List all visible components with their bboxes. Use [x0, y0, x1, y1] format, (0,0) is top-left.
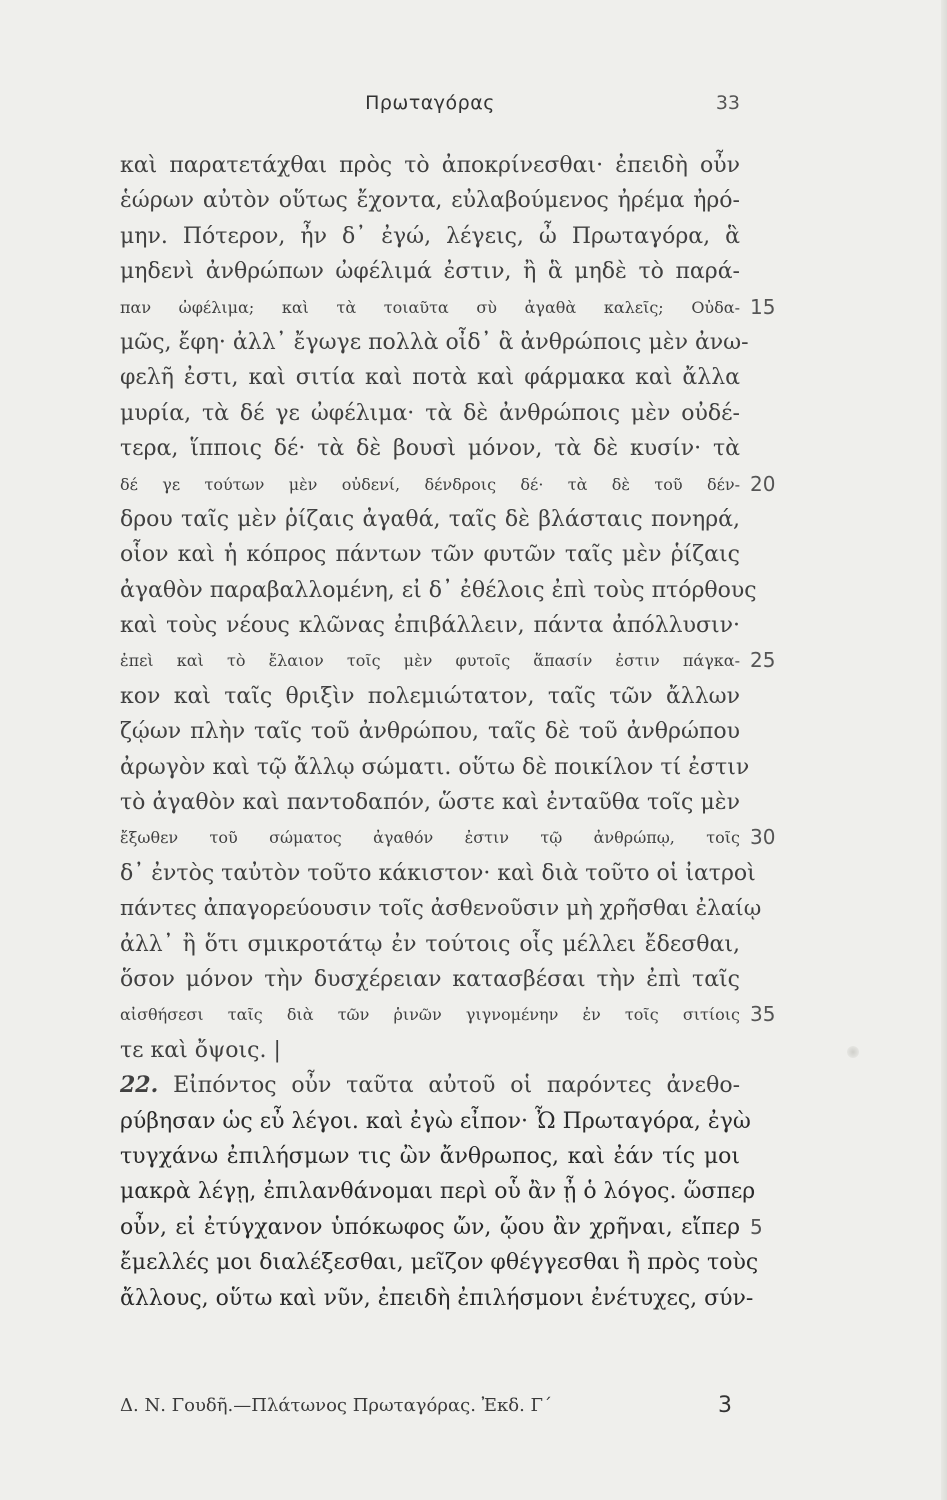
running-head — [120, 92, 740, 122]
line-text: δέ γε τούτων μὲν οὐδενί, δένδροις δέ· τὰ δὲ τοῦ δέν- — [120, 474, 740, 494]
line-text: μην. Πότερον, ἦν δ᾽ ἐγώ, λέγεις, ὦ Πρωταγόρα, ἃ — [120, 223, 740, 249]
text-line — [120, 785, 740, 820]
line-text: αἰσθήσεσι ταῖς διὰ τῶν ῥινῶν γιγνομένην ἐν τοῖς σιτίοις — [120, 1005, 740, 1025]
line-text: δρου ταῖς μὲν ῥίζαις ἀγαθά, ταῖς δὲ βλάσταις πονηρά, — [120, 506, 740, 532]
text-line — [120, 1245, 759, 1280]
line-number-margin: 15 — [750, 294, 776, 319]
text-line — [120, 148, 740, 183]
line-text: ἀγαθὸν παραβαλλομένη, εἰ δ᾽ ἐθέλοις ἐπὶ τοὺς πτόρθους — [120, 577, 757, 603]
text-line — [120, 856, 756, 891]
line-text: ὅσον μόνον τὴν δυσχέρειαν κατασβέσαι τὴν ἐπὶ ταῖς — [120, 966, 740, 992]
text-line — [120, 927, 740, 962]
line-number-margin: 35 — [750, 1002, 776, 1027]
text-line — [120, 573, 757, 608]
line-text: τερα, ἵπποις δέ· τὰ δὲ βουσὶ μόνον, τὰ δὲ κυσίν· τὰ — [120, 436, 740, 462]
text-line — [120, 431, 740, 466]
footer — [120, 1395, 740, 1425]
line-text: ρύβησαν ὡς εὖ λέγοι. καὶ ἐγὼ εἶπον· Ὦ Πρωταγόρα, ἐγὼ — [120, 1108, 751, 1134]
text-line — [120, 1210, 763, 1245]
line-text: τὸ ἀγαθὸν καὶ παντοδαπόν, ὥστε καὶ ἐνταῦθα τοῖς μὲν — [120, 790, 740, 816]
text-line — [120, 1281, 754, 1316]
page-edge — [941, 0, 947, 1500]
text-line — [120, 608, 740, 643]
line-text: ἀλλ᾽ ἢ ὅτι σμικροτάτῳ ἐν τούτοις οἷς μέλλει ἔδεσθαι, — [120, 931, 740, 957]
text-line — [120, 183, 740, 218]
text-line — [120, 750, 750, 785]
text-line — [120, 219, 740, 254]
line-text: δ᾽ ἐντὸς ταὐτὸν τοῦτο κάκιστον· καὶ διὰ τοῦτο οἱ ἰατροὶ — [120, 860, 756, 886]
text-line — [120, 1033, 740, 1068]
line-text: ἔξωθεν τοῦ σώματος ἀγαθόν ἐστιν τῷ ἀνθρώπῳ, τοῖς — [120, 828, 740, 848]
line-text: τε καὶ ὄψοις. | — [120, 1037, 281, 1063]
line-number-margin: 5 — [750, 1214, 763, 1239]
running-title: Πρωταγόρας — [365, 92, 495, 114]
signature-mark: 3 — [718, 1393, 732, 1418]
line-text: καὶ παρατετάχθαι πρὸς τὸ ἀποκρίνεσθαι· ἐπειδὴ οὖν — [120, 153, 740, 178]
section-number: 22. — [120, 1072, 159, 1099]
text-line — [120, 467, 776, 502]
text-line — [120, 820, 776, 855]
text-line — [120, 360, 740, 395]
line-text: ἑώρων αὐτὸν οὕτως ἔχοντα, εὐλαβούμενος ἠρέμα ἠρό- — [120, 188, 740, 214]
line-text: φελῆ ἐστι, καὶ σιτία καὶ ποτὰ καὶ φάρμακα καὶ ἄλλα — [120, 365, 740, 391]
line-text: ἀρωγὸν καὶ τῷ ἄλλῳ σώματι. οὕτω δὲ ποικίλον τί ἐστιν — [120, 754, 750, 780]
line-text: μακρὰ λέγῃ, ἐπιλανθάνομαι περὶ οὗ ἂν ᾖ ὁ λόγος. ὥσπερ — [120, 1179, 756, 1205]
line-text: τυγχάνω ἐπιλήσμων τις ὢν ἄνθρωπος, καὶ ἐάν τίς μοι — [120, 1143, 740, 1169]
text-line — [120, 1068, 740, 1103]
text-line — [120, 502, 740, 537]
line-text: ζῴων πλὴν ταῖς τοῦ ἀνθρώπου, ταῖς δὲ τοῦ ἀνθρώπου — [120, 719, 740, 745]
text-line — [120, 396, 740, 431]
line-text: οὖν, εἰ ἐτύγχανον ὑπόκωφος ὤν, ᾤου ἂν χρῆναι, εἴπερ — [120, 1214, 740, 1240]
line-text: Εἰπόντος οὖν ταῦτα αὐτοῦ οἱ παρόντες ἀνεθο- — [158, 1073, 740, 1099]
line-text: πάντες ἀπαγορεύουσιν τοῖς ἀσθενοῦσιν μὴ χρῆσθαι ἐλαίῳ — [120, 896, 762, 922]
text-line — [120, 325, 749, 360]
text-line — [120, 537, 740, 572]
line-text: ἄλλους, οὕτω καὶ νῦν, ἐπειδὴ ἐπιλήσμονι ἐνέτυχες, σύν- — [120, 1285, 754, 1311]
text-line — [120, 290, 776, 325]
line-number-margin: 30 — [750, 825, 776, 850]
line-number-margin: 20 — [750, 471, 776, 496]
text-line — [120, 679, 740, 714]
body-text — [120, 148, 776, 1316]
line-text: μῶς, ἔφη· ἀλλ᾽ ἔγωγε πολλὰ οἶδ᾽ ἃ ἀνθρώποις μὲν ἀνω- — [120, 329, 749, 355]
text-line — [120, 1139, 740, 1174]
text-line — [120, 962, 740, 997]
paper-blemish — [847, 1046, 859, 1058]
line-text: οἷον καὶ ἡ κόπρος πάντων τῶν φυτῶν ταῖς μὲν ῥίζαις — [120, 542, 740, 568]
line-text: μηδενὶ ἀνθρώπων ὠφέλιμά ἐστιν, ἢ ἃ μηδὲ τὸ παρά- — [120, 259, 740, 285]
line-text: ἔμελλές μοι διαλέξεσθαι, μεῖζον φθέγγεσθαι ἢ πρὸς τοὺς — [120, 1250, 759, 1276]
text-line — [120, 643, 776, 678]
line-number-margin: 25 — [750, 648, 776, 673]
line-text: καὶ τοὺς νέους κλῶνας ἐπιβάλλειν, πάντα ἀπόλλυσιν· — [120, 613, 740, 639]
text-line — [120, 1174, 756, 1209]
footer-credit: Δ. Ν. Γουδῆ.—Πλάτωνος Πρωταγόρας. Ἐκδ. Γ´ — [120, 1395, 553, 1416]
line-text: μυρία, τὰ δέ γε ὠφέλιμα· τὰ δὲ ἀνθρώποις μὲν οὐδέ- — [120, 400, 740, 426]
text-line — [120, 997, 776, 1032]
text-line — [120, 1104, 751, 1139]
text-line — [120, 891, 762, 926]
text-line — [120, 714, 740, 749]
text-line — [120, 254, 740, 289]
line-text: κον καὶ ταῖς θριξὶν πολεμιώτατον, ταῖς τῶν ἄλλων — [120, 683, 740, 709]
page-number: 33 — [715, 92, 740, 114]
line-text: ἐπεὶ καὶ τὸ ἔλαιον τοῖς μὲν φυτοῖς ἅπασίν ἐστιν πάγκα- — [120, 651, 740, 671]
line-text: παν ὠφέλιμα; καὶ τὰ τοιαῦτα σὺ ἀγαθὰ καλεῖς; Οὐδα- — [120, 297, 740, 317]
